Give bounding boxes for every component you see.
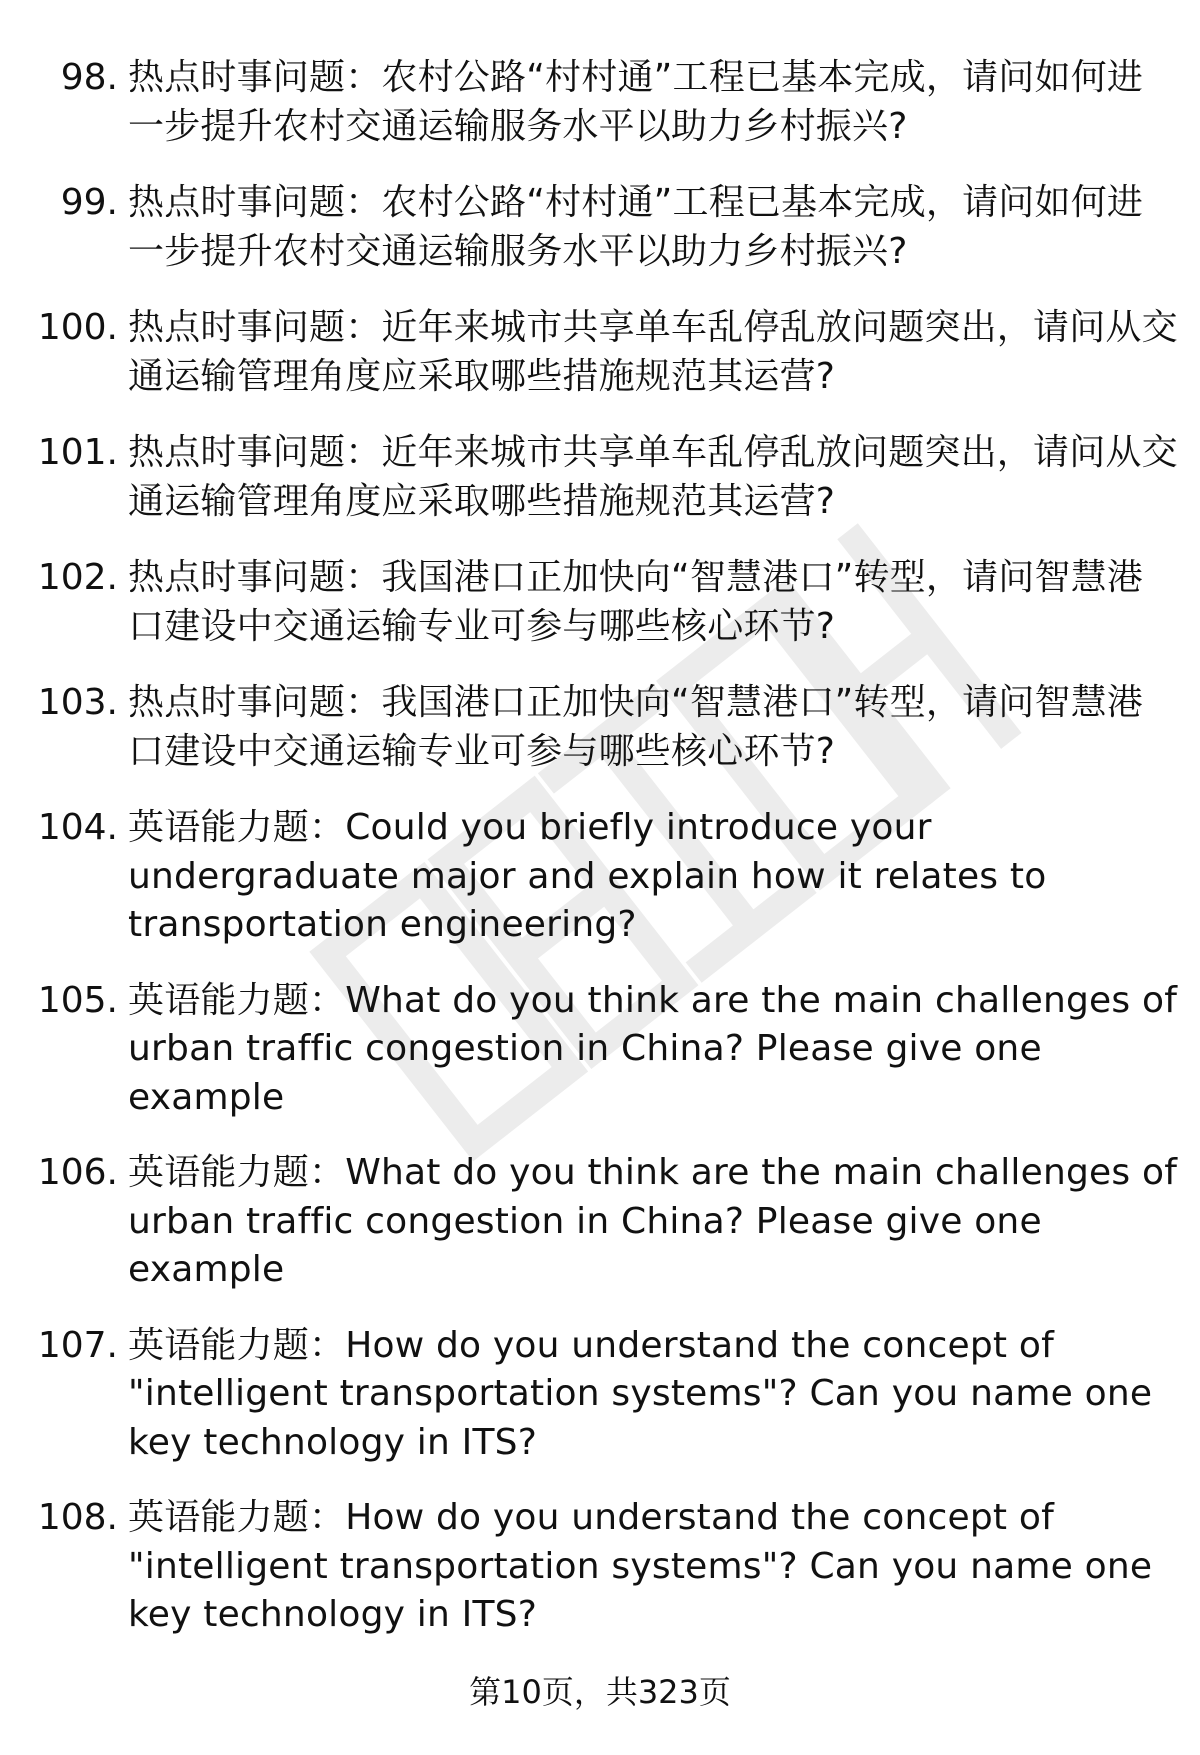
question-text: 热点时事问题：我国港口正加快向“智慧港口”转型，请问智慧港口建设中交通运输专业可参与哪些核心环节? [128,557,1144,647]
question-text: 热点时事问题：农村公路“村村通”工程已基本完成，请问如何进一步提升农村交通运输服务水平以助力乡村振兴? [128,182,1144,272]
list-item [0,1149,1200,1295]
list-item [0,54,1200,152]
question-text: 英语能力题：What do you think are the main challenges of urban traffic congestion in China? Please give one example [128,979,1178,1118]
list-item [0,1322,1200,1468]
page-footer: 第10页，共323页 [469,1673,731,1711]
question-number: 99. [60,182,118,223]
question-text: 热点时事问题：农村公路“村村通”工程已基本完成，请问如何进一步提升农村交通运输服务水平以助力乡村振兴? [128,57,1144,147]
question-number: 107. [37,1324,118,1366]
question-list [0,54,1200,1667]
list-item [0,179,1200,277]
question-number: 103. [37,682,118,723]
list-item [0,554,1200,652]
question-text: 热点时事问题：近年来城市共享单车乱停乱放问题突出，请问从交通运输管理角度应采取哪些措施规范其运营? [128,432,1178,522]
list-item [0,679,1200,777]
list-item [0,1494,1200,1640]
question-text: 英语能力题：How do you understand the concept of "intelligent transportation systems"? Can you name one key technology in ITS? [128,1497,1153,1635]
question-number: 106. [37,1152,118,1193]
question-text: 热点时事问题：近年来城市共享单车乱停乱放问题突出，请问从交通运输管理角度应采取哪些措施规范其运营? [128,307,1178,397]
list-item [0,429,1200,527]
question-number: 104. [37,807,118,848]
question-number: 102. [37,557,118,598]
question-number: 108. [37,1497,118,1538]
question-text: 英语能力题：How do you understand the concept of "intelligent transportation systems"? Can you name one key technology in ITS? [128,1324,1153,1463]
question-text: 英语能力题：Could you briefly introduce your undergraduate major and explain how it relates to transportation engineering? [128,807,1047,945]
list-item [0,977,1200,1123]
question-number: 101. [37,432,118,473]
list-item [0,804,1200,950]
question-number: 100. [37,307,118,348]
question-text: 热点时事问题：我国港口正加快向“智慧港口”转型，请问智慧港口建设中交通运输专业可参与哪些核心环节? [128,682,1144,772]
list-item [0,304,1200,402]
question-number: 105. [37,979,118,1021]
question-text: 英语能力题：What do you think are the main challenges of urban traffic congestion in China? Please give one example [128,1152,1178,1290]
question-number: 98. [60,57,118,98]
